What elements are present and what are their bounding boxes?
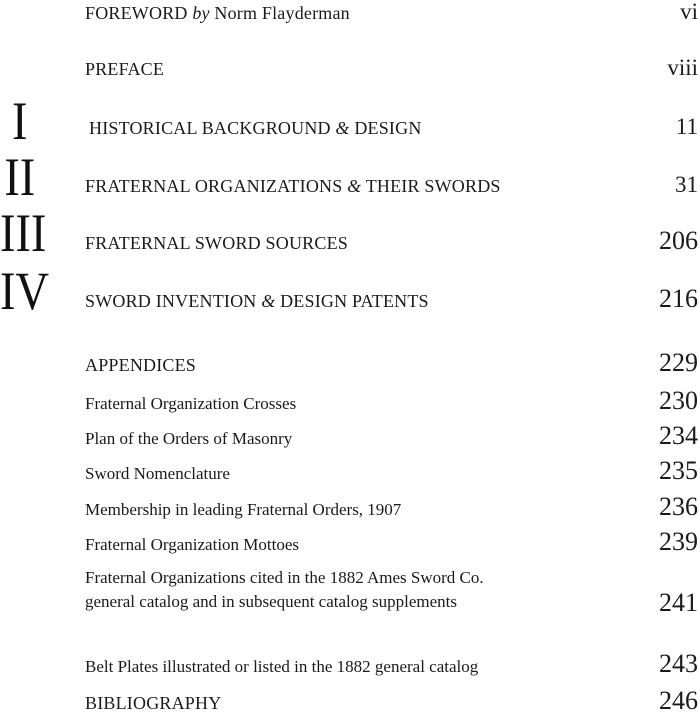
appendix-item-label: Membership in leading Fraternal Orders, 1907 bbox=[85, 500, 402, 519]
toc-entry-chapter-4 bbox=[85, 286, 698, 312]
appendix-item-label: Sword Nomenclature bbox=[85, 464, 230, 483]
toc-entry-appendices bbox=[85, 350, 698, 376]
appendix-item bbox=[85, 388, 698, 414]
appendix-item-page: 230 bbox=[659, 386, 698, 415]
chapter-4-page: 216 bbox=[659, 284, 698, 313]
appendix-item-page: 235 bbox=[659, 456, 698, 485]
chapter-4-title: SWORD INVENTION & DESIGN PATENTS bbox=[85, 291, 429, 311]
chapter-2-page: 31 bbox=[675, 172, 698, 197]
chapter-3-page: 206 bbox=[659, 226, 698, 255]
appendix-item-page: 243 bbox=[659, 649, 698, 678]
appendix-item-label: Belt Plates illustrated or listed in the 1882 general catalog bbox=[85, 657, 479, 676]
appendix-item bbox=[85, 494, 698, 520]
chapter-numeral-4: IV bbox=[0, 261, 50, 321]
appendix-item bbox=[85, 651, 698, 677]
preface-title: PREFACE bbox=[85, 59, 165, 79]
toc-entry-preface bbox=[85, 56, 698, 80]
bibliography-title: BIBLIOGRAPHY bbox=[85, 693, 222, 713]
foreword-title: FOREWORD by Norm Flayderman bbox=[85, 3, 350, 23]
appendix-item-label: Fraternal Organization Mottoes bbox=[85, 535, 300, 554]
appendix-item bbox=[85, 458, 698, 484]
toc-entry-chapter-1 bbox=[89, 115, 698, 139]
appendix-item bbox=[85, 566, 698, 616]
appendix-item-page: 239 bbox=[659, 527, 698, 556]
appendix-item-label: Fraternal Organization Crosses bbox=[85, 394, 297, 413]
chapter-1-title: HISTORICAL BACKGROUND & DESIGN bbox=[89, 118, 422, 138]
chapter-numeral-1: I bbox=[12, 91, 28, 151]
toc-entry-chapter-3 bbox=[85, 228, 698, 254]
toc-entry-foreword bbox=[85, 0, 698, 24]
appendices-page: 229 bbox=[659, 348, 698, 377]
chapter-numeral-3: III bbox=[0, 203, 47, 263]
appendix-item-page: 234 bbox=[659, 421, 698, 450]
appendix-item-page: 241 bbox=[659, 588, 698, 617]
foreword-page: vi bbox=[680, 0, 698, 24]
toc-entry-bibliography bbox=[85, 688, 698, 714]
appendix-item bbox=[85, 529, 698, 555]
chapter-3-title: FRATERNAL SWORD SOURCES bbox=[85, 233, 348, 253]
appendix-item-label: Plan of the Orders of Masonry bbox=[85, 429, 293, 448]
chapter-numeral-2: II bbox=[4, 147, 36, 207]
bibliography-page: 246 bbox=[659, 686, 698, 715]
appendix-item bbox=[85, 423, 698, 449]
chapter-2-title: FRATERNAL ORGANIZATIONS & THEIR SWORDS bbox=[85, 176, 501, 196]
appendix-item-page: 236 bbox=[659, 492, 698, 521]
chapter-1-page: 11 bbox=[675, 114, 698, 139]
appendices-title: APPENDICES bbox=[85, 355, 197, 375]
appendix-item-label: Fraternal Organizations cited in the 1882 Ames Sword Co. general catalog and in subsequent catalog supplements bbox=[85, 568, 484, 611]
toc-entry-chapter-2 bbox=[85, 173, 698, 197]
preface-page: viii bbox=[667, 55, 698, 80]
